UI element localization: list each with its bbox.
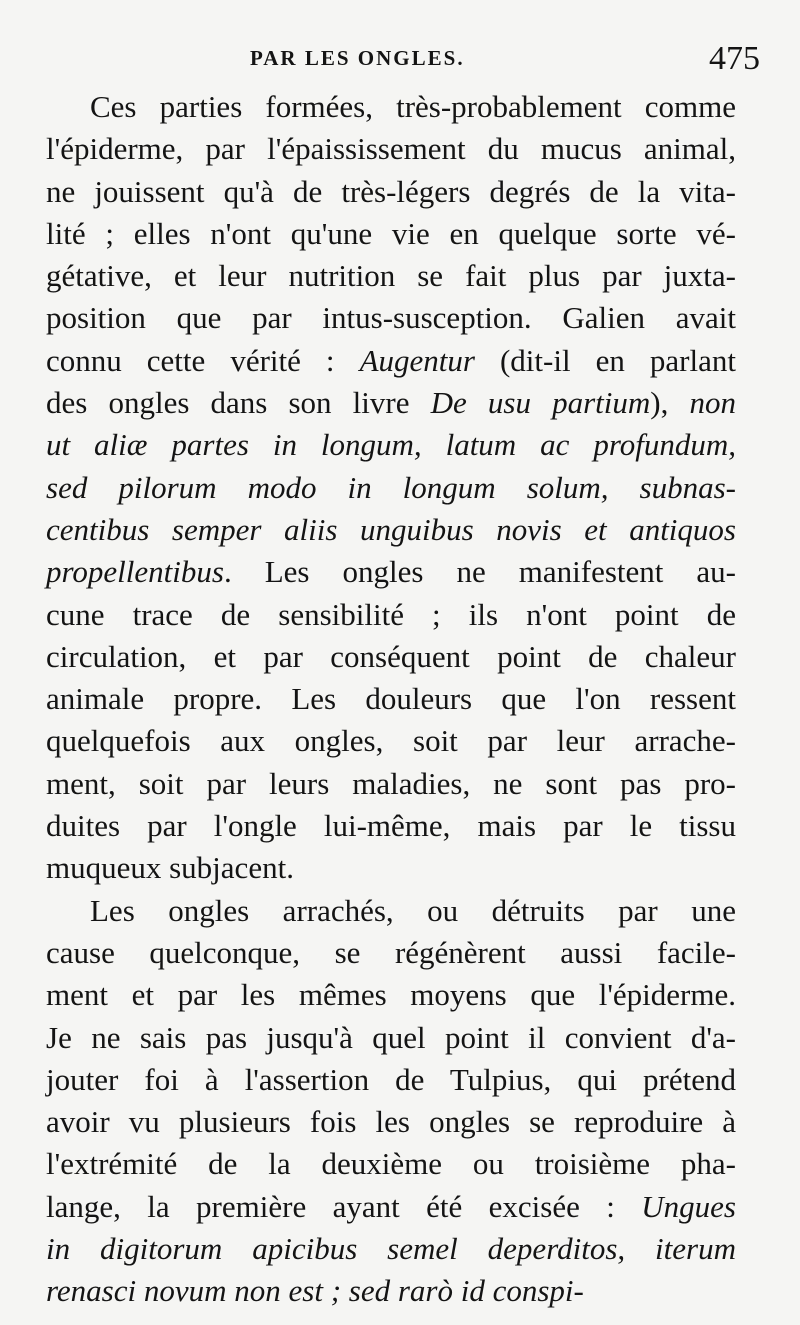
text-segment: ne jouissent qu'à de très-légers degrés de la vita-	[46, 173, 736, 209]
text-line	[46, 1143, 736, 1185]
text-segment: ment, soit par leurs maladies, ne sont pas pro-	[46, 765, 736, 801]
text-line	[46, 128, 736, 170]
text-line	[46, 1017, 736, 1059]
text-line	[46, 424, 736, 466]
text-segment: l'épiderme, par l'épaississement du mucus animal,	[46, 131, 736, 167]
text-segment: lité ; elles n'ont qu'une vie en quelque sorte vé-	[46, 215, 736, 251]
text-segment: ),	[650, 385, 690, 421]
text-line	[46, 1228, 736, 1270]
text-line	[46, 847, 736, 889]
italic-text: non	[689, 385, 736, 421]
italic-text: in digitorum apicibus semel deperditos, iterum	[46, 1231, 736, 1267]
text-line	[46, 340, 736, 382]
text-line	[46, 1101, 736, 1143]
body-text	[46, 86, 736, 1313]
text-segment: gétative, et leur nutrition se fait plus par juxta-	[46, 258, 736, 294]
text-segment: des ongles dans son livre	[46, 385, 431, 421]
text-line	[46, 171, 736, 213]
text-segment: Je ne sais pas jusqu'à quel point il convient d'a-	[46, 1019, 736, 1055]
italic-text: Augentur	[359, 342, 475, 378]
text-line	[46, 86, 736, 128]
italic-text: ut aliæ partes in longum, latum ac profundum,	[46, 427, 736, 463]
text-line	[46, 720, 736, 762]
text-line	[46, 763, 736, 805]
italic-text: Ungues	[641, 1188, 736, 1224]
italic-text: De usu partium	[430, 385, 651, 421]
text-segment: position que par intus-susception. Galien avait	[46, 300, 736, 336]
text-segment: animale propre. Les douleurs que l'on ressent	[46, 681, 736, 717]
text-line	[46, 932, 736, 974]
italic-text: propellentibus	[46, 554, 224, 590]
text-line	[46, 297, 736, 339]
italic-text: sed pilorum modo in longum solum, subnas-	[46, 469, 736, 505]
text-segment: ment et par les mêmes moyens que l'épiderme.	[46, 977, 736, 1013]
text-line	[46, 805, 736, 847]
text-line	[46, 890, 736, 932]
text-segment: quelquefois aux ongles, soit par leur arrache-	[46, 723, 736, 759]
text-line	[46, 255, 736, 297]
italic-text: centibus semper aliis unguibus novis et antiquos	[46, 511, 736, 547]
text-line	[46, 1186, 736, 1228]
text-segment: circulation, et par conséquent point de chaleur	[46, 638, 736, 674]
italic-text: renasci novum non est ; sed rarò id conspi-	[46, 1273, 584, 1309]
text-segment: Ces parties formées, très-probablement comme	[90, 89, 736, 124]
text-segment: duites par l'ongle lui-même, mais par le tissu	[46, 808, 736, 844]
text-segment: connu cette vérité :	[46, 342, 360, 378]
text-line	[46, 382, 736, 424]
text-line	[46, 467, 736, 509]
text-segment: cause quelconque, se régénèrent aussi facile-	[46, 934, 736, 970]
text-line	[46, 974, 736, 1016]
text-line	[46, 509, 736, 551]
text-segment: muqueux subjacent.	[46, 850, 294, 886]
text-segment: cune trace de sensibilité ; ils n'ont point de	[46, 596, 736, 632]
text-segment: avoir vu plusieurs fois les ongles se reproduire à	[46, 1104, 736, 1140]
text-line	[46, 594, 736, 636]
text-segment: (dit-il en parlant	[474, 342, 736, 378]
text-segment: l'extrémité de la deuxième ou troisième pha-	[46, 1146, 736, 1182]
text-line	[46, 551, 736, 593]
text-line	[46, 636, 736, 678]
running-title: PAR LES ONGLES.	[250, 46, 465, 70]
text-segment: lange, la première ayant été excisée :	[46, 1188, 642, 1224]
text-segment: jouter foi à l'assertion de Tulpius, qui prétend	[46, 1061, 736, 1097]
text-segment: . Les ongles ne manifestent au-	[223, 554, 736, 590]
text-line	[46, 1059, 736, 1101]
text-segment: Les ongles arrachés, ou détruits par une	[90, 892, 736, 928]
page-header	[40, 40, 760, 90]
text-line	[46, 678, 736, 720]
text-line	[46, 213, 736, 255]
page-number: 475	[709, 40, 760, 77]
text-line	[46, 1270, 736, 1312]
